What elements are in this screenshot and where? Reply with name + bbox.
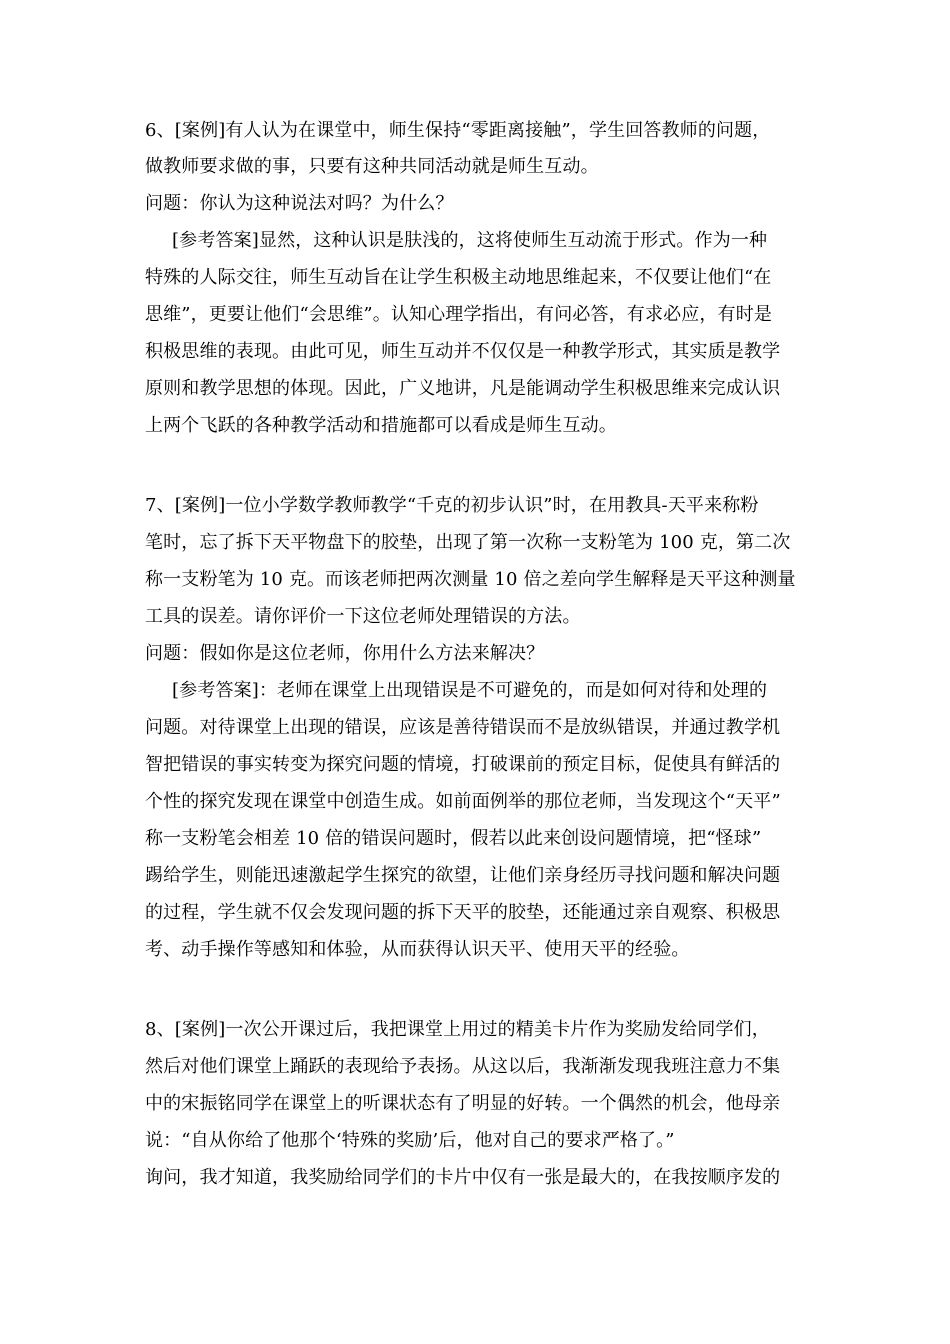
case7-answer-line-4: 个性的探究发现在课堂中创造生成。如前面例举的那位老师，当发现这个“天平” [145,791,781,812]
case6-title-line-2: 做教师要求做的事，只要有这种共同活动就是师生互动。 [145,156,599,177]
case8-title-line-4: 说：“自从你给了他那个‘特殊的奖励’后，他对自己的要求严格了。” [145,1130,675,1151]
case8-title-line-1: 8、[案例]一次公开课过后，我把课堂上用过的精美卡片作为奖励发给同学们， [145,1019,770,1040]
case8-title-line-2: 然后对他们课堂上踊跃的表现给予表扬。从这以后，我渐渐发现我班注意力不集 [145,1056,781,1077]
case8-title-line-5: 询问，我才知道，我奖励给同学们的卡片中仅有一张是最大的，在我按顺序发的 [145,1167,781,1188]
case6-title-line-1: 6、[案例]有人认为在课堂中，师生保持“零距离接触”，学生回答教师的问题， [145,120,771,141]
case7-title-line-1: 7、[案例]一位小学数学教师教学“千克的初步认识”时，在用教具-天平来称粉 [145,495,759,516]
case7-question: 问题：假如你是这位老师，你用什么方法来解决？ [145,643,545,664]
case6-answer-line-3: 思维”，更要让他们“会思维”。认知心理学指出，有问必答，有求必应，有时是 [145,304,773,325]
case7-answer-line-7: 的过程，学生就不仅会发现问题的拆下天平的胶垫，还能通过亲自观察、积极思 [145,902,781,923]
case6-answer-line-4: 积极思维的表现。由此可见，师生互动并不仅仅是一种教学形式，其实质是教学 [145,341,781,362]
case7-answer-line-8: 考、动手操作等感知和体验，从而获得认识天平、使用天平的经验。 [145,939,690,960]
case6-answer-line-6: 上两个飞跃的各种教学活动和措施都可以看成是师生互动。 [145,415,617,436]
case7-answer-line-6: 踢给学生，则能迅速激起学生探究的欲望，让他们亲身经历寻找问题和解决问题 [145,865,781,886]
case6-answer-line-2: 特殊的人际交往，师生互动旨在让学生积极主动地思维起来，不仅要让他们“在 [145,267,772,288]
case7-answer-line-2: 问题。对待课堂上出现的错误，应该是善待错误而不是放纵错误，并通过教学机 [145,717,781,738]
case7-answer-line-5: 称一支粉笔会相差 10 倍的错误问题时，假若以此来创设问题情境，把“怪球” [145,828,762,849]
case7-title-line-2: 笔时，忘了拆下天平物盘下的胶垫，出现了第一次称一支粉笔为 100 克，第二次 [145,532,791,553]
case6-question: 问题：你认为这种说法对吗？为什么？ [145,193,454,214]
case6-answer-line-1: [参考答案]显然，这种认识是肤浅的，这将使师生互动流于形式。作为一种 [172,230,768,251]
case7-answer-line-3: 智把错误的事实转变为探究问题的情境，打破课前的预定目标，促使具有鲜活的 [145,754,781,775]
case6-answer-line-5: 原则和教学思想的体现。因此，广义地讲，凡是能调动学生积极思维来完成认识 [145,378,781,399]
case7-answer-line-1: [参考答案]：老师在课堂上出现错误是不可避免的，而是如何对待和处理的 [172,680,768,701]
case8-title-line-3: 中的宋振铭同学在课堂上的听课状态有了明显的好转。一个偶然的机会，他母亲 [145,1093,781,1114]
case7-title-line-3: 称一支粉笔为 10 克。而该老师把两次测量 10 倍之差向学生解释是天平这种测量 [145,569,796,590]
case7-title-line-4: 工具的误差。请你评价一下这位老师处理错误的方法。 [145,606,581,627]
